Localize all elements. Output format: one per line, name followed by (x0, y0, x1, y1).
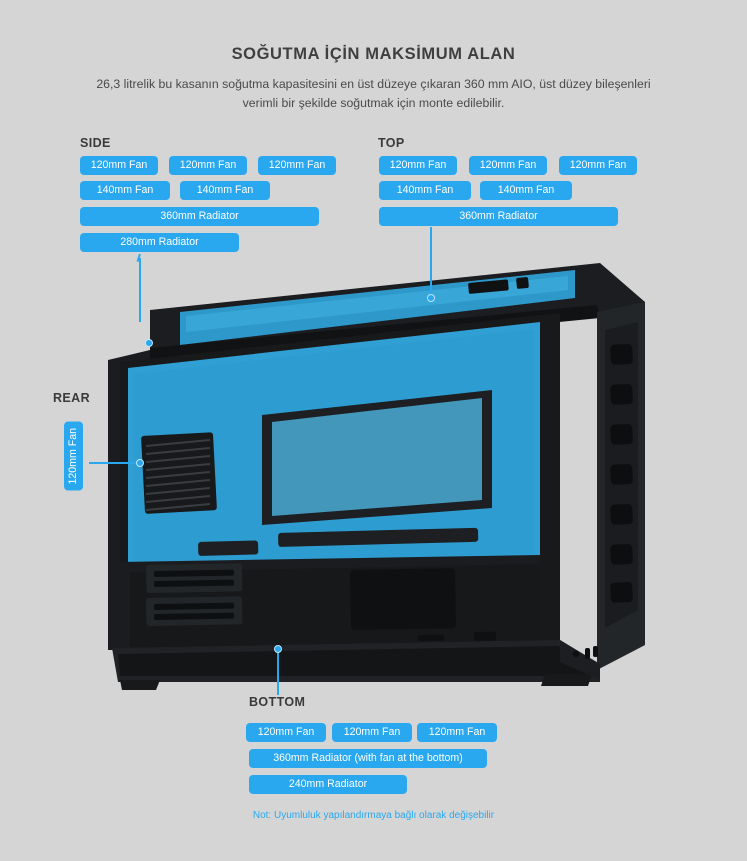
pill-bottom-120mm-fan-3[interactable]: 120mm Fan (417, 723, 497, 742)
pill-rear-120mm-fan[interactable]: 120mm Fan (64, 422, 83, 491)
pill-side-280mm-radiator[interactable]: 280mm Radiator (80, 233, 239, 252)
pill-top-120mm-fan-3[interactable]: 120mm Fan (559, 156, 637, 175)
section-heading-bottom: BOTTOM (249, 695, 306, 709)
anchor-dot-side (145, 339, 153, 347)
pill-side-140mm-fan-1[interactable]: 140mm Fan (80, 181, 170, 200)
pill-bottom-120mm-fan-2[interactable]: 120mm Fan (332, 723, 412, 742)
page-title: SOĞUTMA İÇİN MAKSİMUM ALAN (231, 45, 516, 63)
anchor-dot-top (427, 294, 435, 302)
leader-line-bottom (277, 648, 279, 695)
pill-bottom-360mm-radiator[interactable]: 360mm Radiator (with fan at the bottom) (249, 749, 487, 768)
pill-top-120mm-fan-2[interactable]: 120mm Fan (469, 156, 547, 175)
anchor-dot-rear (136, 459, 144, 467)
section-heading-rear: REAR (53, 391, 91, 405)
anchor-dot-bottom (274, 645, 282, 653)
leader-line-top (430, 227, 432, 296)
leader-line-side (139, 258, 141, 322)
section-heading-top: TOP (378, 136, 405, 150)
pill-side-140mm-fan-2[interactable]: 140mm Fan (180, 181, 270, 200)
pc-case-graphic (0, 250, 747, 690)
pill-top-120mm-fan-1[interactable]: 120mm Fan (379, 156, 457, 175)
section-heading-side: SIDE (80, 136, 111, 150)
pill-bottom-240mm-radiator[interactable]: 240mm Radiator (249, 775, 407, 794)
pill-top-140mm-fan-1[interactable]: 140mm Fan (379, 181, 471, 200)
pill-side-120mm-fan-1[interactable]: 120mm Fan (80, 156, 158, 175)
pill-side-360mm-radiator[interactable]: 360mm Radiator (80, 207, 319, 226)
pill-bottom-120mm-fan-1[interactable]: 120mm Fan (246, 723, 326, 742)
pill-side-120mm-fan-2[interactable]: 120mm Fan (169, 156, 247, 175)
pill-side-120mm-fan-3[interactable]: 120mm Fan (258, 156, 336, 175)
page-subtitle: 26,3 litrelik bu kasanın soğutma kapasitesini en üst düzeye çıkaran 360 mm AIO, üst düzey bileşenleri verimli bir şekilde soğutmak için monte edilebilir. (96, 77, 651, 111)
pill-top-140mm-fan-2[interactable]: 140mm Fan (480, 181, 572, 200)
compatibility-note: Not: Uyumluluk yapılandırmaya bağlı olarak değişebilir (252, 810, 495, 821)
leader-line-rear (89, 462, 139, 464)
pill-top-360mm-radiator[interactable]: 360mm Radiator (379, 207, 618, 226)
case-illustration (0, 250, 747, 690)
